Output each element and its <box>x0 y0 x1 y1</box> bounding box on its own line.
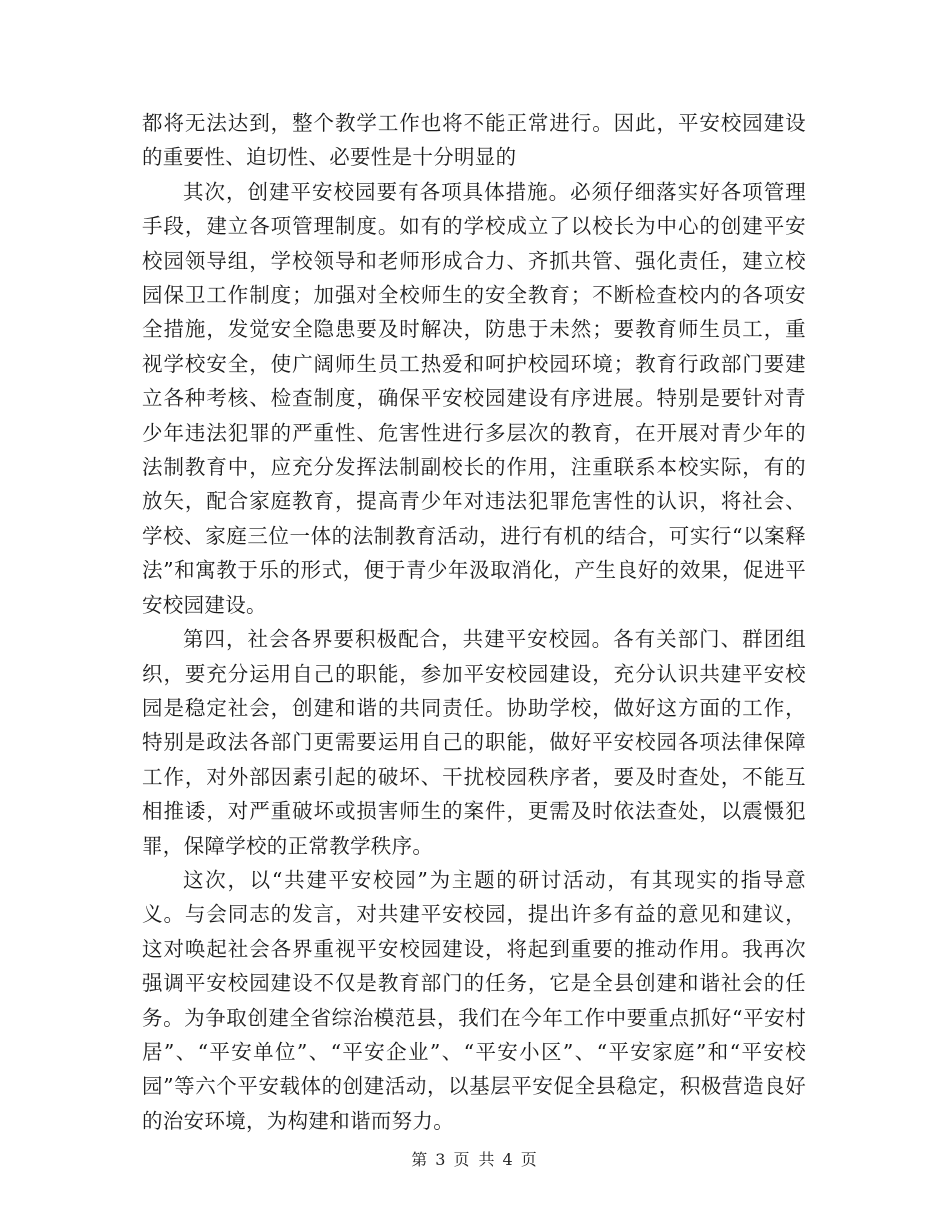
footer-prefix: 第 <box>411 1150 430 1169</box>
paragraph-4: 这次，以“共建平安校园”为主题的研讨活动，有其现实的指导意义。与会同志的发言，对共建平安校园，提出许多有益的意见和建议，这对唤起社会各界重视平安校园建设，将起到重要的推动作用。我再次强调平安校园建设不仅是教育部门的任务，它是全县创建和谐社会的任务。为争取创建全省综治模范县，我们在今年工作中要重点抓好“平安村居”、“平安单位”、“平安企业”、“平安小区”、“平安家庭”和“平安校园”等六个平安载体的创建活动，以基层平安促全县稳定，积极营造良好的治安环境，为构建和谐而努力。 <box>142 867 806 1133</box>
paragraph-1: 都将无法达到，整个教学工作也将不能正常进行。因此，平安校园建设的重要性、迫切性、必要性是十分明显的 <box>142 111 806 170</box>
footer-current-page: 3 <box>435 1150 448 1169</box>
paragraph-3: 第四，社会各界要积极配合，共建平安校园。各有关部门、群团组织，要充分运用自己的职能，参加平安校园建设，充分认识共建平安校园是稳定社会，创建和谐的共同责任。协助学校，做好这方面的工作，特别是政法各部门更需要运用自己的职能，做好平安校园各项法律保障工作，对外部因素引起的破坏、干扰校园秩序者，要及时查处，不能互相推诿，对严重破坏或损害师生的案件，更需及时依法查处，以震慑犯罪，保障学校的正常教学秩序。 <box>142 627 806 858</box>
footer-middle: 页 共 <box>453 1150 497 1169</box>
document-body <box>142 106 806 1138</box>
paragraph-2: 其次，创建平安校园要有各项具体措施。必须仔细落实好各项管理手段，建立各项管理制度。如有的学校成立了以校长为中心的创建平安校园领导组，学校领导和老师形成合力、齐抓共管、强化责任，建立校园保卫工作制度；加强对全校师生的安全教育；不断检查校内的各项安全措施，发觉安全隐患要及时解决，防患于未然；要教育师生员工，重视学校安全，使广阔师生员工热爱和呵护校园环境；教育行政部门要建立各种考核、检查制度，确保平安校园建设有序进展。特别是要针对青少年违法犯罪的严重性、危害性进行多层次的教育，在开展对青少年的法制教育中，应充分发挥法制副校长的作用，注重联系本校实际，有的放矢，配合家庭教育，提高青少年对违法犯罪危害性的认识，将社会、学校、家庭三位一体的法制教育活动，进行有机的结合，可实行“以案释法”和寓教于乐的形式，便于青少年汲取消化，产生良好的效果，促进平安校园建设。 <box>142 179 806 617</box>
footer-suffix: 页 <box>520 1150 539 1169</box>
footer-total-pages: 4 <box>502 1150 515 1169</box>
page-footer <box>0 1147 950 1170</box>
